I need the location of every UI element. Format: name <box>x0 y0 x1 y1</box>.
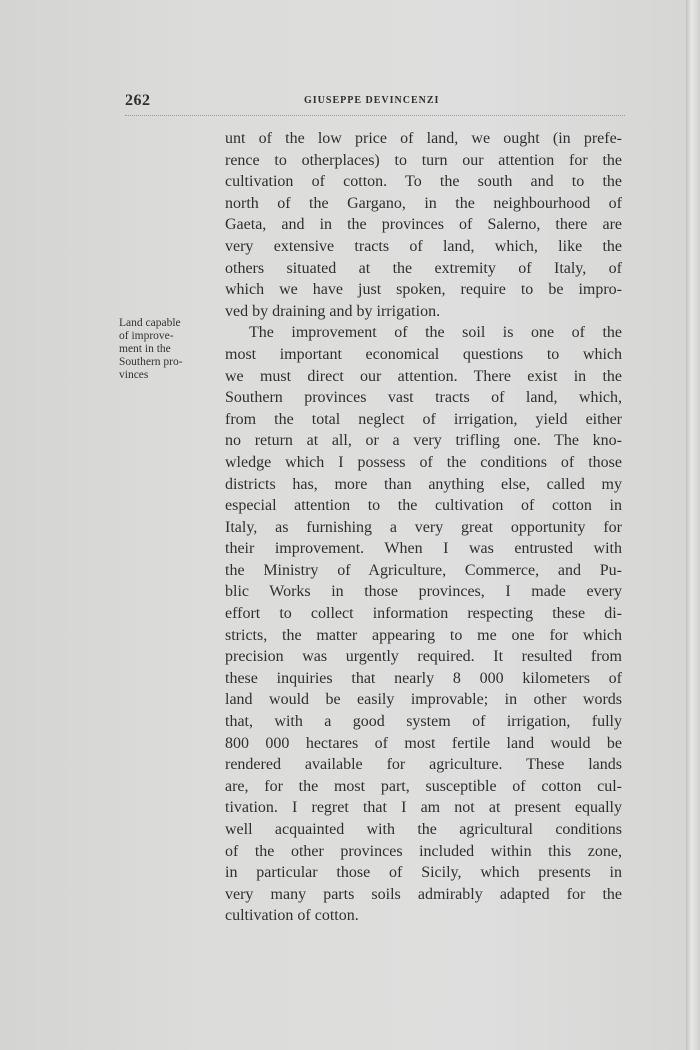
text-line: Italy, as furnishing a very great opportunity for <box>225 518 622 536</box>
text-line: ved by draining and by irrigation. <box>225 302 441 320</box>
text-line: 800 000 hectares of most fertile land would be <box>225 734 622 752</box>
page-number: 262 <box>125 92 151 109</box>
margin-note <box>119 317 209 382</box>
margin-note-line: Southern pro- <box>119 356 183 368</box>
text-line: which we have just spoken, require to be impro- <box>225 281 622 299</box>
text-line: tivation. I regret that I am not at present equally <box>225 799 622 817</box>
page-header <box>125 92 623 114</box>
text-line: wledge which I possess of the conditions of those <box>225 453 622 471</box>
page-edge <box>686 0 700 1050</box>
text-line: Gaeta, and in the provinces of Salerno, there are <box>225 216 622 234</box>
text-line: no return at all, or a very trifling one. The kno- <box>225 432 622 450</box>
body-text <box>225 128 622 927</box>
text-line: Southern provinces vast tracts of land, which, <box>225 389 622 407</box>
text-line: blic Works in those provinces, I made every <box>225 583 622 601</box>
text-line: rendered available for agriculture. These lands <box>225 756 622 774</box>
running-head: GIUSEPPE DEVINCENZI <box>304 95 440 106</box>
text-line: land would be easily improvable; in other words <box>225 691 622 709</box>
text-line: from the total neglect of irrigation, yield either <box>225 410 622 428</box>
margin-note-line: of improve- <box>119 330 174 342</box>
text-line: others situated at the extremity of Italy, of <box>225 259 622 277</box>
margin-note-line: ment in the <box>119 343 171 355</box>
text-line: cultivation of cotton. To the south and to the <box>225 173 622 191</box>
text-line: The improvement of the soil is one of the <box>249 324 622 342</box>
text-line: very many parts soils admirably adapted for the <box>225 885 622 903</box>
margin-note-line: Land capable <box>119 317 181 329</box>
text-line: of the other provinces included within this zone, <box>225 842 622 860</box>
text-line: we must direct our attention. There exist in the <box>225 367 622 385</box>
text-line: especial attention to the cultivation of cotton in <box>225 497 622 515</box>
text-line: are, for the most part, susceptible of cotton cul- <box>225 777 622 795</box>
text-line: well acquainted with the agricultural conditions <box>225 821 622 838</box>
margin-note-line: vinces <box>119 369 149 381</box>
text-line: north of the Gargano, in the neighbourhood of <box>225 194 622 212</box>
text-line: very extensive tracts of land, which, like the <box>225 237 622 255</box>
text-line: in particular those of Sicily, which presents in <box>225 864 622 882</box>
text-line: most important economical questions to which <box>225 345 622 363</box>
text-line: their improvement. When I was entrusted with <box>225 540 622 558</box>
text-line: stricts, the matter appearing to me one for which <box>225 626 622 644</box>
text-line: the Ministry of Agriculture, Commerce, and Pu- <box>225 561 622 579</box>
text-line: these inquiries that nearly 8 000 kilometers of <box>225 669 622 687</box>
text-line: cultivation of cotton. <box>225 907 359 925</box>
text-line: that, with a good system of irrigation, fully <box>225 713 622 731</box>
text-line: districts has, more than anything else, called my <box>225 475 622 493</box>
text-line: unt of the low price of land, we ought (in prefe- <box>225 130 622 147</box>
header-rule <box>125 115 625 116</box>
text-line: rence to otherplaces) to turn our attention for the <box>225 151 622 169</box>
text-line: effort to collect information respecting these di- <box>225 605 622 623</box>
text-line: precision was urgently required. It resulted from <box>225 648 622 666</box>
